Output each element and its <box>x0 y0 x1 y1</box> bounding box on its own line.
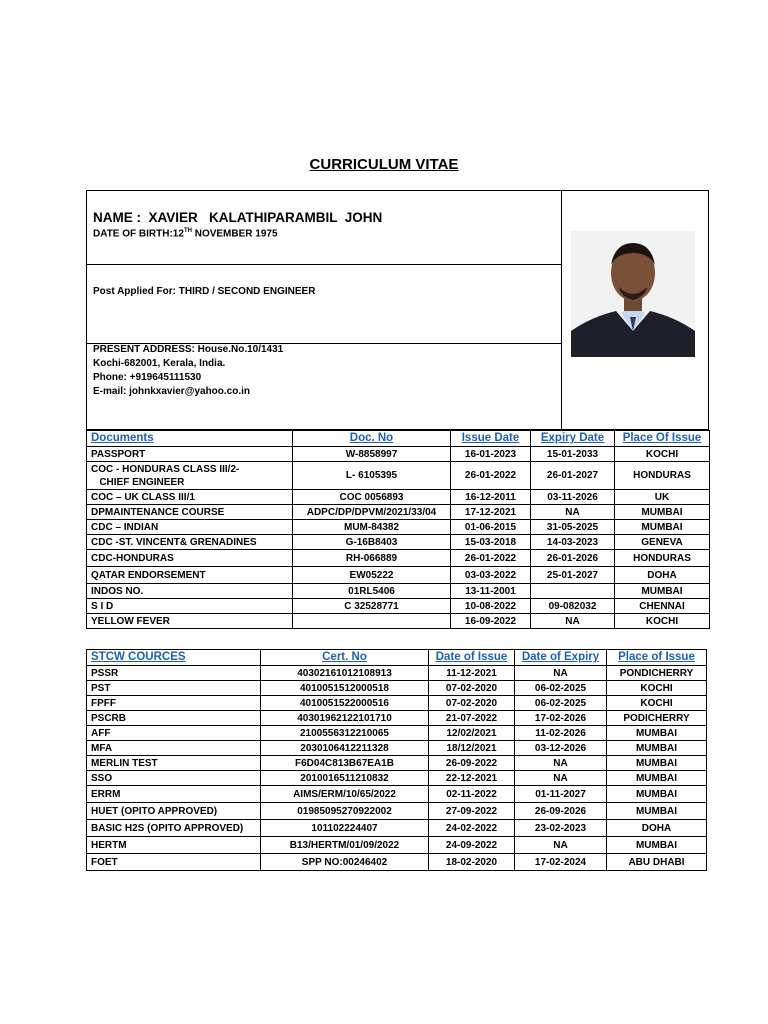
header-documents: Documents <box>87 431 293 447</box>
cell-place: MUMBAI <box>607 741 707 756</box>
cell-name: SSO <box>87 771 261 786</box>
cell-place: CHENNAI <box>615 599 710 614</box>
table-row <box>87 520 710 535</box>
cell-place: MUMBAI <box>615 520 710 535</box>
post-applied: Post Applied For: THIRD / SECOND ENGINEER <box>93 286 316 297</box>
table-row <box>87 711 707 726</box>
cell-place: DOHA <box>607 820 707 837</box>
email-line: E-mail: johnkxavier@yahoo.co.in <box>93 386 251 397</box>
cell-place: UK <box>615 490 710 505</box>
documents-table <box>86 430 710 629</box>
cell-place: MUMBAI <box>607 726 707 741</box>
cell-expiry-date: 17-02-2026 <box>515 711 607 726</box>
table-row <box>87 854 707 871</box>
cell-issue-date: 16-12-2011 <box>451 490 531 505</box>
cell-number: 101102224407 <box>261 820 429 837</box>
header-cert-no: Cert. No <box>261 650 429 666</box>
table-row <box>87 550 710 567</box>
table-row <box>87 837 707 854</box>
table-row <box>87 681 707 696</box>
cell-place: PONDICHERRY <box>607 666 707 681</box>
cell-expiry-date: 14-03-2023 <box>531 535 615 550</box>
cell-expiry-date: 17-02-2024 <box>515 854 607 871</box>
cell-name: INDOS NO. <box>87 584 293 599</box>
cell-issue-date: 02-11-2022 <box>429 786 515 803</box>
cell-number: 2010016511210832 <box>261 771 429 786</box>
cell-issue-date: 26-01-2022 <box>451 462 531 490</box>
table-row <box>87 756 707 771</box>
cell-expiry-date: 06-02-2025 <box>515 681 607 696</box>
cell-expiry-date: 31-05-2025 <box>531 520 615 535</box>
header-place-of-issue: Place of Issue <box>607 650 707 666</box>
table-row <box>87 820 707 837</box>
address-line: PRESENT ADDRESS: House.No.10/1431 <box>93 344 284 355</box>
cell-name: PST <box>87 681 261 696</box>
cell-issue-date: 07-02-2020 <box>429 696 515 711</box>
date-of-birth: DATE OF BIRTH:12TH NOVEMBER 1975 <box>93 228 278 240</box>
table-row <box>87 726 707 741</box>
cell-name: MERLIN TEST <box>87 756 261 771</box>
cell-name: BASIC H2S (OPITO APPROVED) <box>87 820 261 837</box>
cell-expiry-date: 09-082032 <box>531 599 615 614</box>
cell-name: FOET <box>87 854 261 871</box>
address-line: Kochi-682001, Kerala, India. <box>93 358 226 369</box>
table-row <box>87 771 707 786</box>
name-section <box>87 191 561 265</box>
cell-number: ADPC/DP/DPVM/2021/33/04 <box>293 505 451 520</box>
cell-number: G-16B8403 <box>293 535 451 550</box>
cell-number: EW05222 <box>293 567 451 584</box>
cell-issue-date: 18-02-2020 <box>429 854 515 871</box>
cell-place: ABU DHABI <box>607 854 707 871</box>
cell-place: KOCHI <box>607 696 707 711</box>
header-place-of-issue: Place Of Issue <box>615 431 710 447</box>
table-row <box>87 490 710 505</box>
stcw-courses-table <box>86 649 707 871</box>
cell-expiry-date <box>531 584 615 599</box>
cell-name: CDC-HONDURAS <box>87 550 293 567</box>
cell-name: PASSPORT <box>87 447 293 462</box>
cell-expiry-date: NA <box>515 837 607 854</box>
candidate-name: NAME : XAVIER KALATHIPARAMBIL JOHN <box>93 210 383 225</box>
table-row <box>87 447 710 462</box>
cell-expiry-date: 01-11-2027 <box>515 786 607 803</box>
cell-expiry-date: 26-01-2027 <box>531 462 615 490</box>
table-row <box>87 696 707 711</box>
cell-number <box>293 614 451 629</box>
cell-name: CDC – INDIAN <box>87 520 293 535</box>
table-row <box>87 741 707 756</box>
portrait-image <box>571 231 695 357</box>
cell-number: B13/HERTM/01/09/2022 <box>261 837 429 854</box>
address-section <box>87 344 561 430</box>
cell-issue-date: 15-03-2018 <box>451 535 531 550</box>
table-row <box>87 803 707 820</box>
cell-place: KOCHI <box>615 614 710 629</box>
header-issue-date: Issue Date <box>451 431 531 447</box>
cell-name: ERRM <box>87 786 261 803</box>
cell-issue-date: 03-03-2022 <box>451 567 531 584</box>
cell-name: PSSR <box>87 666 261 681</box>
cell-name: HERTM <box>87 837 261 854</box>
header-date-of-expiry: Date of Expiry <box>515 650 607 666</box>
header-stcw-cources: STCW COURCES <box>87 650 261 666</box>
table-row <box>87 666 707 681</box>
table-header-row <box>87 650 707 666</box>
cell-name: AFF <box>87 726 261 741</box>
cell-expiry-date: NA <box>531 505 615 520</box>
cell-name: PSCRB <box>87 711 261 726</box>
cell-number: 01RL5406 <box>293 584 451 599</box>
header-doc-no: Doc. No <box>293 431 451 447</box>
cell-name: DPMAINTENANCE COURSE <box>87 505 293 520</box>
cell-expiry-date: 11-02-2026 <box>515 726 607 741</box>
personal-details-text <box>87 191 562 429</box>
cell-expiry-date: NA <box>515 756 607 771</box>
cell-issue-date: 11-12-2021 <box>429 666 515 681</box>
cell-place: MUMBAI <box>607 786 707 803</box>
cell-name: CDC -ST. VINCENT& GRENADINES <box>87 535 293 550</box>
cell-number: 40301962122101710 <box>261 711 429 726</box>
table-row <box>87 567 710 584</box>
cell-name: QATAR ENDORSEMENT <box>87 567 293 584</box>
cell-expiry-date: 25-01-2027 <box>531 567 615 584</box>
cell-expiry-date: 03-12-2026 <box>515 741 607 756</box>
cell-number: 40302161012108913 <box>261 666 429 681</box>
cell-place: MUMBAI <box>615 505 710 520</box>
cell-issue-date: 07-02-2020 <box>429 681 515 696</box>
cell-name: FPFF <box>87 696 261 711</box>
cell-number: AIMS/ERM/10/65/2022 <box>261 786 429 803</box>
cell-number: SPP NO:00246402 <box>261 854 429 871</box>
cell-issue-date: 24-02-2022 <box>429 820 515 837</box>
phone-line: Phone: +919645111530 <box>93 372 202 383</box>
header-date-of-issue: Date of Issue <box>429 650 515 666</box>
cell-issue-date: 16-09-2022 <box>451 614 531 629</box>
cell-name: COC - HONDURAS CLASS III/2- CHIEF ENGINEER <box>87 462 293 490</box>
table-row <box>87 462 710 490</box>
cell-issue-date: 01-06-2015 <box>451 520 531 535</box>
cell-issue-date: 26-01-2022 <box>451 550 531 567</box>
cell-number: F6D04C813B67EA1B <box>261 756 429 771</box>
cell-place: KOCHI <box>615 447 710 462</box>
cell-name: MFA <box>87 741 261 756</box>
cell-name: S I D <box>87 599 293 614</box>
table-row <box>87 535 710 550</box>
table-row <box>87 786 707 803</box>
cell-issue-date: 21-07-2022 <box>429 711 515 726</box>
cell-number: MUM-84382 <box>293 520 451 535</box>
header-expiry-date: Expiry Date <box>531 431 615 447</box>
cell-number: W-8858997 <box>293 447 451 462</box>
cell-expiry-date: 06-02-2025 <box>515 696 607 711</box>
cell-place: MUMBAI <box>607 771 707 786</box>
cell-expiry-date: 26-01-2026 <box>531 550 615 567</box>
cell-issue-date: 27-09-2022 <box>429 803 515 820</box>
cell-issue-date: 17-12-2021 <box>451 505 531 520</box>
cell-place: GENEVA <box>615 535 710 550</box>
cell-place: MUMBAI <box>607 756 707 771</box>
cell-issue-date: 13-11-2001 <box>451 584 531 599</box>
table-row <box>87 584 710 599</box>
table-row <box>87 614 710 629</box>
cell-place: MUMBAI <box>615 584 710 599</box>
cell-name: YELLOW FEVER <box>87 614 293 629</box>
cell-expiry-date: 03-11-2026 <box>531 490 615 505</box>
table-row <box>87 599 710 614</box>
cell-issue-date: 16-01-2023 <box>451 447 531 462</box>
cell-number: 2030106412211328 <box>261 741 429 756</box>
cell-name: COC – UK CLASS III/1 <box>87 490 293 505</box>
cell-place: HONDURAS <box>615 550 710 567</box>
cell-place: MUMBAI <box>607 837 707 854</box>
personal-details-box <box>86 190 709 430</box>
cell-issue-date: 26-09-2022 <box>429 756 515 771</box>
cell-issue-date: 10-08-2022 <box>451 599 531 614</box>
post-section <box>87 265 561 344</box>
cell-number: 4010051512000518 <box>261 681 429 696</box>
cell-number: C 32528771 <box>293 599 451 614</box>
cell-number: RH-066889 <box>293 550 451 567</box>
candidate-photo <box>571 231 695 357</box>
cell-expiry-date: 26-09-2026 <box>515 803 607 820</box>
cell-place: HONDURAS <box>615 462 710 490</box>
table-row <box>87 505 710 520</box>
cell-number: 2100556312210065 <box>261 726 429 741</box>
cell-issue-date: 18/12/2021 <box>429 741 515 756</box>
cell-issue-date: 24-09-2022 <box>429 837 515 854</box>
cell-place: MUMBAI <box>607 803 707 820</box>
cell-place: KOCHI <box>607 681 707 696</box>
cell-name: HUET (OPITO APPROVED) <box>87 803 261 820</box>
cell-number: 4010051522000516 <box>261 696 429 711</box>
document-title: CURRICULUM VITAE <box>309 156 459 173</box>
cell-expiry-date: NA <box>515 771 607 786</box>
cell-number: L- 6105395 <box>293 462 451 490</box>
cell-expiry-date: 23-02-2023 <box>515 820 607 837</box>
cell-expiry-date: NA <box>531 614 615 629</box>
cell-number: COC 0056893 <box>293 490 451 505</box>
table-header-row <box>87 431 710 447</box>
cell-issue-date: 22-12-2021 <box>429 771 515 786</box>
cell-expiry-date: NA <box>515 666 607 681</box>
cell-place: DOHA <box>615 567 710 584</box>
cell-issue-date: 12/02/2021 <box>429 726 515 741</box>
cell-place: PODICHERRY <box>607 711 707 726</box>
cell-expiry-date: 15-01-2033 <box>531 447 615 462</box>
cell-number: 01985095270922002 <box>261 803 429 820</box>
